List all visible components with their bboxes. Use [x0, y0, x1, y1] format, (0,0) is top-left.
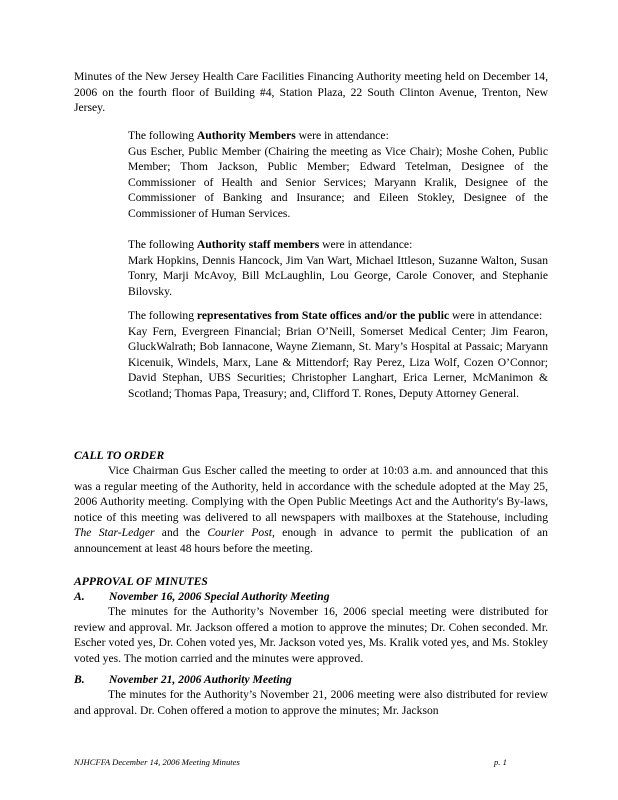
minutes-b-paragraph: The minutes for the Authority’s November 21, 2006 meeting were also distributed for review and approval. Dr. Cohen offered a motion to approve the minutes; Mr. Jackson — [74, 688, 548, 717]
call-to-order-paragraph: Vice Chairman Gus Escher called the meeting to order at 10:03 a.m. and announced that this was a regular meeting of the Authority, held in accordance with the schedule adopted at the May 25, 2006 Authority meeting. Complying with the Open Public Meetings Act and the Authority's By-laws, notice of this meeting was delivered to all newspapers with mailboxes at the Statehouse, including The Star-Ledger and the Courier Post, enough in advance to permit the publication of an announcement at least 48 hours before the meeting. — [74, 464, 548, 555]
public-lead: The following representatives from State offices and/or the public were in attendance: — [128, 309, 543, 322]
staff-list: Mark Hopkins, Dennis Hancock, Jim Van Wart, Michael Ittleson, Suzanne Walton, Susan Tonry, Marji McAvoy, Bill McLaughlin, Lou George, Carole Conover, and Stephanie Bilovsky. — [128, 253, 548, 298]
approval-of-minutes-heading: APPROVAL OF MINUTES — [74, 575, 208, 588]
minutes-a-paragraph: The minutes for the Authority’s November 16, 2006 special meeting were distributed for review and approval. Mr. Jackson offered a motion to approve the minutes; Dr. Cohen seconded. Mr. Escher voted yes, Dr. Cohen voted yes, Mr. Jackson voted yes, Ms. Kralik voted yes, and Ms. Stokley voted yes. The motion carried and the minutes were approved. — [74, 605, 548, 665]
public-list: Kay Fern, Evergreen Financial; Brian O’Neill, Somerset Medical Center; Jim Fearon, GluckWalrath; Bob Iannacone, Wayne Ziemann, St. Mary’s Hospital at Passaic; Maryann Kicenuik, Windels, Marx, Lane & Mittendorf; Ray Perez, Liza Wolf, Cozen O’Connor; David Stephan, UBS Securities; Christopher Langhart, Erica Lerner, McManimon & Scotland; Thomas Papa, Treasury; and, Clifford T. Rones, Deputy Attorney General. — [128, 324, 548, 400]
staff-lead: The following Authority staff members were in attendance: — [128, 238, 413, 251]
members-lead: The following Authority Members were in attendance: — [128, 129, 389, 142]
page-number: p. 1 — [494, 757, 507, 767]
members-list: Gus Escher, Public Member (Chairing the meeting as Vice Chair); Moshe Cohen, Public Member; Thom Jackson, Public Member; Edward Tetelman, Designee of the Commissioner of Health and Senior Services; Maryann Kralik, Designee of the Commissioner of Banking and Insurance; and Eileen Stokley, Designee of the Commissioner of Human Services. — [128, 144, 548, 220]
footer-title: NJHCFFA December 14, 2006 Meeting Minutes — [74, 757, 240, 767]
members-attendance — [128, 128, 548, 222]
minutes-a-heading: A. November 16, 2006 Special Authority Meeting — [74, 590, 330, 603]
staff-attendance — [128, 237, 548, 299]
public-attendance — [128, 308, 548, 402]
minutes-b-heading: B. November 21, 2006 Authority Meeting — [74, 673, 292, 686]
call-to-order-heading: CALL TO ORDER — [74, 449, 165, 462]
intro-paragraph: Minutes of the New Jersey Health Care Facilities Financing Authority meeting held on December 14, 2006 on the fourth floor of Building #4, Station Plaza, 22 South Clinton Avenue, Trenton, New Jersey. — [74, 70, 548, 115]
